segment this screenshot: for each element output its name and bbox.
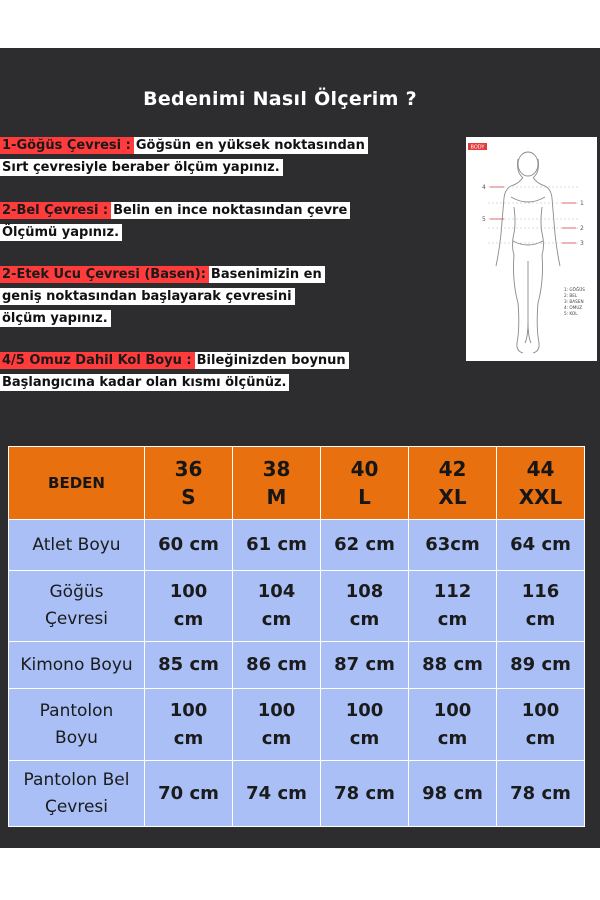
measurement-value: 100 — [433, 699, 472, 721]
row-label-line: Göğüs — [49, 582, 104, 602]
measurement-value: 86 cm — [246, 654, 307, 675]
measurement-cell — [145, 520, 233, 571]
measurement-cell — [409, 761, 497, 827]
measurement-cell — [145, 689, 233, 761]
measurement-cell — [145, 642, 233, 689]
measurement-value: cm — [173, 609, 204, 630]
measurement-value: 61 cm — [246, 534, 307, 555]
instruction-text: geniş noktasından başlayarak çevresini — [0, 288, 295, 305]
measurement-cell — [497, 571, 585, 642]
measurement-cell — [145, 761, 233, 827]
measurement-value: cm — [173, 727, 204, 749]
measurement-value: cm — [525, 609, 556, 630]
measurement-value: 88 cm — [422, 654, 483, 675]
measurement-cell — [409, 571, 497, 642]
legend-item: 2: BEL — [564, 293, 578, 298]
marker-5: 5 — [482, 216, 486, 223]
measurement-cell — [233, 571, 321, 642]
measurement-value: cm — [525, 727, 556, 749]
measurement-value: 100 — [169, 699, 208, 721]
size-number: 44 — [526, 457, 555, 481]
body-measurement-figure — [466, 137, 597, 361]
measurement-value: cm — [261, 727, 292, 749]
instruction-label: 2-Etek Ucu Çevresi (Basen): — [0, 266, 209, 283]
body-silhouette — [496, 152, 560, 353]
row-label-line: Pantolon Bel — [23, 769, 130, 790]
measurement-cell — [321, 642, 409, 689]
measurement-value: 78 cm — [510, 782, 571, 804]
measurement-value: 116 — [521, 581, 560, 602]
instruction-text: ölçüm yapınız. — [0, 310, 111, 327]
size-header-cell — [409, 447, 497, 520]
measurement-cell — [321, 520, 409, 571]
figure-tag: BODY — [470, 144, 485, 151]
row-label-line: Kimono Boyu — [20, 654, 133, 675]
measurement-value: cm — [349, 609, 380, 630]
measurement-value: cm — [437, 609, 468, 630]
legend-item: 3: BASEN — [564, 299, 584, 304]
row-label — [9, 520, 145, 571]
row-label-line: Boyu — [55, 727, 98, 748]
instruction-text: Başlangıcına kadar olan kısmı ölçünüz. — [0, 374, 289, 391]
measurement-cell — [409, 520, 497, 571]
measurement-value: 104 — [257, 581, 296, 602]
measurement-value: 98 cm — [422, 782, 483, 804]
instruction-text: Göğsün en yüksek noktasından — [134, 137, 368, 154]
instruction-line — [0, 159, 283, 176]
table-row — [9, 520, 585, 571]
marker-3: 3 — [580, 240, 584, 247]
row-label-line: Pantolon — [39, 700, 114, 721]
measurement-cell — [497, 761, 585, 827]
instruction-line — [0, 202, 350, 219]
measurement-cell — [409, 642, 497, 689]
measurement-cell — [233, 761, 321, 827]
size-code: M — [266, 485, 287, 509]
measure-lines — [488, 187, 578, 243]
size-header-cell — [321, 447, 409, 520]
measurement-cell — [233, 520, 321, 571]
legend-item: 5: KOL — [564, 311, 578, 316]
measurement-value: 100 — [169, 581, 208, 602]
measurement-value: 70 cm — [158, 782, 219, 804]
measurement-value: cm — [261, 609, 292, 630]
row-label — [9, 642, 145, 689]
instruction-line — [0, 288, 295, 305]
instruction-line — [0, 352, 349, 369]
row-label-line: Çevresi — [44, 796, 109, 817]
table-row — [9, 642, 585, 689]
size-number: 42 — [438, 457, 467, 481]
measurement-cell — [497, 689, 585, 761]
size-code: S — [181, 485, 196, 509]
page-title: Bedenimi Nasıl Ölçerim ? — [143, 88, 417, 110]
size-chart-table — [8, 446, 585, 827]
size-header-cell — [497, 447, 585, 520]
size-number: 40 — [350, 457, 379, 481]
measurement-value: 108 — [345, 581, 384, 602]
measurement-cell — [497, 642, 585, 689]
size-header-cell — [233, 447, 321, 520]
instruction-text: Bileğinizden boynun — [195, 352, 349, 369]
instruction-text: Sırt çevresiyle beraber ölçüm yapınız. — [0, 159, 283, 176]
size-code: XL — [438, 485, 467, 509]
measurement-value: 89 cm — [510, 654, 571, 675]
instruction-line — [0, 266, 325, 283]
measurement-value: 112 — [433, 581, 472, 602]
instruction-text: Belin en ince noktasından çevre — [111, 202, 350, 219]
instruction-text: Basenimizin en — [209, 266, 325, 283]
measurement-cell — [321, 689, 409, 761]
measurement-value: 100 — [345, 699, 384, 721]
instruction-line — [0, 310, 111, 327]
measurement-value: cm — [437, 727, 468, 749]
measurement-cell — [233, 642, 321, 689]
marker-2: 2 — [580, 225, 584, 232]
measurement-value: 85 cm — [158, 654, 219, 675]
instruction-label: 1-Göğüs Çevresi : — [0, 137, 134, 154]
measurement-cell — [233, 689, 321, 761]
measurement-value: 74 cm — [246, 782, 307, 804]
size-code: L — [358, 485, 371, 509]
measurement-value: 87 cm — [334, 654, 395, 675]
measurement-cell — [321, 571, 409, 642]
instruction-label: 2-Bel Çevresi : — [0, 202, 111, 219]
measurement-value: 60 cm — [158, 534, 219, 555]
marker-1: 1 — [580, 200, 584, 207]
row-label — [9, 689, 145, 761]
size-number: 36 — [174, 457, 203, 481]
instruction-line — [0, 374, 289, 391]
measurement-value: 100 — [257, 699, 296, 721]
measurement-cell — [409, 689, 497, 761]
row-label — [9, 761, 145, 827]
measurement-value: 62 cm — [334, 534, 395, 555]
marker-4: 4 — [482, 184, 486, 191]
row-label-line: Atlet Boyu — [32, 534, 121, 555]
legend-item: 1: GÖĞÜS — [564, 287, 585, 292]
size-header-row — [9, 447, 585, 520]
size-header-cell — [145, 447, 233, 520]
legend-item: 4: OMUZ — [564, 305, 583, 310]
measurement-value: cm — [349, 727, 380, 749]
measurement-value: 64 cm — [510, 534, 571, 555]
body-outline-svg — [466, 137, 597, 361]
measurement-value: 78 cm — [334, 782, 395, 804]
table-row — [9, 689, 585, 761]
measurement-cell — [497, 520, 585, 571]
table-row — [9, 571, 585, 642]
size-code: XXL — [518, 485, 563, 509]
table-row — [9, 761, 585, 827]
instruction-label: 4/5 Omuz Dahil Kol Boyu : — [0, 352, 195, 369]
measurement-value: 100 — [521, 699, 560, 721]
instruction-text: Ölçümü yapınız. — [0, 224, 122, 241]
measurement-value: 63cm — [425, 534, 480, 555]
instruction-line — [0, 137, 368, 154]
row-label-line: Çevresi — [44, 609, 109, 629]
measurement-cell — [321, 761, 409, 827]
figure-legend — [564, 287, 585, 316]
beden-header: BEDEN — [9, 447, 145, 520]
instruction-line — [0, 224, 122, 241]
row-label — [9, 571, 145, 642]
measurement-cell — [145, 571, 233, 642]
size-number: 38 — [262, 457, 291, 481]
